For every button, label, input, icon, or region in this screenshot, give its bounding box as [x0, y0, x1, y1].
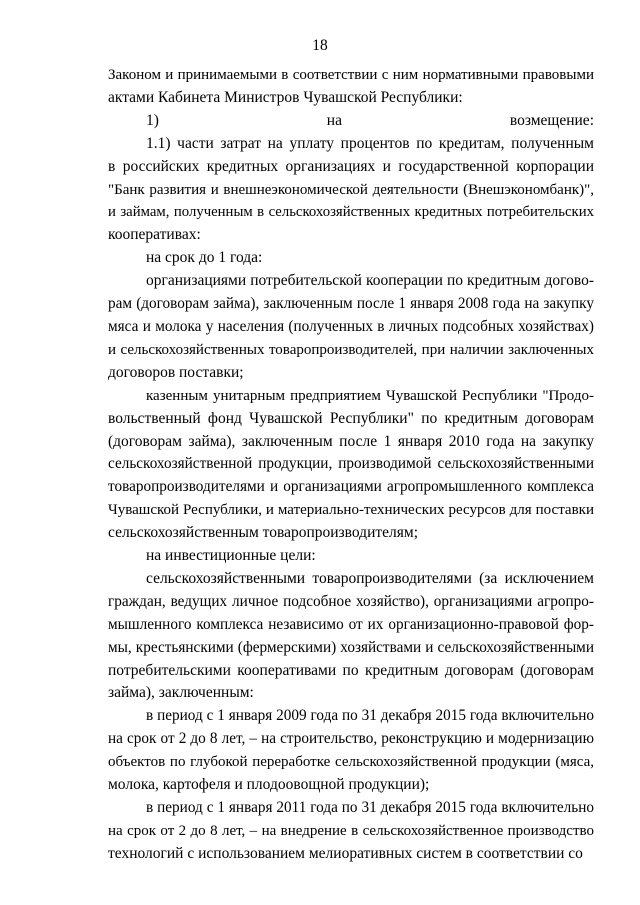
text-line: займа), заключенным: [108, 684, 254, 702]
document-body [108, 64, 594, 866]
text-line: и сельскохозяйственных товаропроизводителей, при наличии заключенных [108, 341, 594, 358]
text-line: Чувашской Республики, и материально-технических ресурсов для поставки [108, 502, 594, 519]
text-line: Законом и принимаемыми в соответствии с ним нормативными правовыми [108, 67, 594, 83]
text-line: организациями потребительской кооперации по кредитным догово- [146, 272, 594, 290]
text-line: на инвестиционные цели: [146, 547, 316, 565]
text-line: сельскохозяйственным товаропроизводителям; [108, 524, 418, 542]
text-line: объектов по глубокой переработке сельскохозяйственной продукции (мяса, [108, 754, 594, 771]
text-line: казенным унитарным предприятием Чувашской Республики "Продо- [146, 387, 594, 404]
text-line: на срок от 2 до 8 лет, – на внедрение в сельскохозяйственное производство [108, 822, 594, 839]
text-line: вольственный фонд Чувашской Республики" по кредитным договорам [108, 409, 594, 427]
text-line: и займам, полученным в сельскохозяйственных кредитных потребительских [108, 204, 594, 221]
text-line: сельскохозяйственной продукции, производимой сельскохозяйственными [108, 455, 594, 473]
text-line: товаропроизводителями и организациями агропромышленного комплекса [108, 478, 594, 496]
page-number: 18 [312, 37, 328, 54]
text-line: на срок до 1 года: [146, 249, 263, 267]
body-paragraph-group [108, 64, 594, 866]
text-line: мышленного комплекса независимо от их организационно-правовой фор- [108, 615, 594, 633]
text-line: в российских кредитных организациях и государственной корпорации [108, 157, 594, 175]
text-line: "Банк развития и внешнеэкономической деятельности (Внешэкономбанк)", [108, 181, 594, 198]
text-line: рам (договорам займа), заключенным после 1 января 2008 года на закупку [108, 295, 594, 313]
text-line: технологий с использованием мелиоративных систем в соответствии со [108, 844, 583, 862]
text-line: 1.1) части затрат на уплату процентов по кредитам, полученным [146, 134, 594, 152]
text-line: сельскохозяйственными товаропроизводителями (за исключением [146, 569, 594, 587]
text-line: 1) на возмещение: [146, 111, 594, 129]
text-line: граждан, ведущих личное подсобное хозяйство), организациями агропро- [108, 592, 594, 610]
text-line: договоров поставки; [108, 363, 244, 381]
text-line: актами Кабинета Министров Чувашской Республики: [108, 88, 463, 106]
text-line: на срок от 2 до 8 лет, – на строительство, реконструкцию и модернизацию [108, 730, 594, 748]
text-line: (договорам займа), заключенным после 1 января 2010 года на закупку [108, 432, 594, 450]
text-line: в период с 1 января 2009 года по 31 декабря 2015 года включительно [146, 707, 594, 725]
text-line: молока, картофеля и плодоовощной продукции); [108, 776, 430, 794]
text-line: мяса и молока у населения (полученных в личных подсобных хозяйствах) [108, 317, 594, 335]
text-line: мы, крестьянскими (фермерскими) хозяйствами и сельскохозяйственными [108, 638, 594, 656]
text-line: потребительскими кооперативами по кредитным договорам (договорам [108, 661, 594, 679]
text-line: кооперативах: [108, 226, 201, 244]
text-line: в период с 1 января 2011 года по 31 декабря 2015 года включительно [146, 799, 594, 816]
